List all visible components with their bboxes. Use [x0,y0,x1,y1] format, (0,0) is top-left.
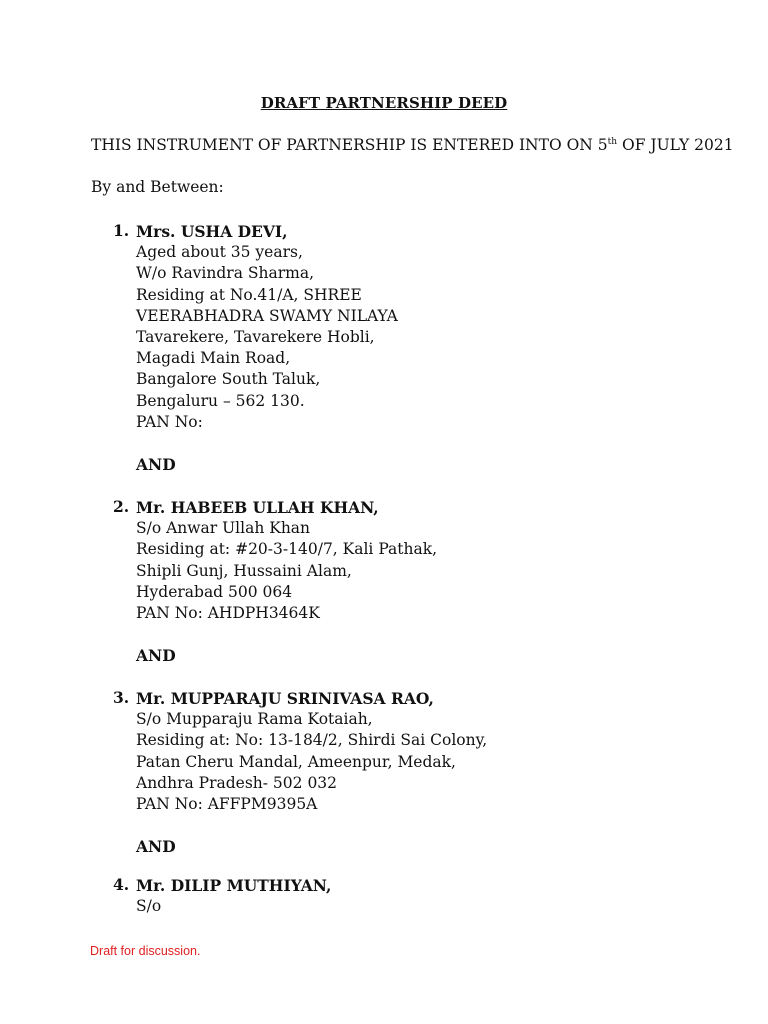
and-separator: AND [136,837,176,856]
party-detail-line: PAN No: [136,412,203,431]
party-detail-line: Shipli Gunj, Hussaini Alam, [136,561,352,580]
party-number: 4. [113,875,130,894]
party-detail-line: Residing at: #20-3-140/7, Kali Pathak, [136,540,438,559]
party-details [136,497,437,624]
party-name: Mr. DILIP MUTHIYAN, [136,876,332,895]
party-detail-line: PAN No: AFFPM9395A [136,795,318,814]
date-ordinal-suffix: th [607,137,618,147]
party-detail-line: Bangalore South Taluk, [136,370,321,389]
party-detail-line: Hyderabad 500 064 [136,582,293,601]
party-detail-line: S/o Anwar Ullah Khan [136,519,311,538]
draft-footer-note: Draft for discussion. [90,944,201,958]
and-separator: AND [136,646,176,665]
instrument-statement [91,136,734,154]
and-separator: AND [136,455,176,474]
instrument-date-text: OF JULY 2021 [617,136,734,154]
party-detail-line: Tavarekere, Tavarekere Hobli, [136,328,375,347]
party-details [136,875,331,917]
party-detail-line: Aged about 35 years, [136,243,303,262]
party-detail-line: VEERABHADRA SWAMY NILAYA [136,306,398,325]
party-detail-line: Magadi Main Road, [136,349,291,368]
party-detail-line: W/o Ravindra Sharma, [136,264,314,283]
party-number: 3. [113,688,130,707]
party-number: 2. [113,497,130,516]
party-number: 1. [113,221,130,240]
party-details [136,221,398,433]
party-details [136,688,487,815]
party-detail-line: Residing at No.41/A, SHREE [136,285,362,304]
party-detail-line: S/o [136,897,162,916]
instrument-text: THIS INSTRUMENT OF PARTNERSHIP IS ENTERED INTO ON 5 [91,136,608,154]
party-name: Mr. MUPPARAJU SRINIVASA RAO, [136,689,434,708]
party-detail-line: Patan Cheru Mandal, Ameenpur, Medak, [136,752,456,771]
party-detail-line: Bengaluru – 562 130. [136,391,305,410]
party-name: Mr. HABEEB ULLAH KHAN, [136,498,379,517]
party-detail-line: PAN No: AHDPH3464K [136,604,320,623]
document-title: DRAFT PARTNERSHIP DEED [260,94,508,112]
party-detail-line: Residing at: No: 13-184/2, Shirdi Sai Colony, [136,731,488,750]
party-detail-line: S/o Mupparaju Rama Kotaiah, [136,710,373,729]
party-detail-line: Andhra Pradesh- 502 032 [136,773,338,792]
party-name: Mrs. USHA DEVI, [136,222,288,241]
by-and-between-label: By and Between: [91,178,224,196]
